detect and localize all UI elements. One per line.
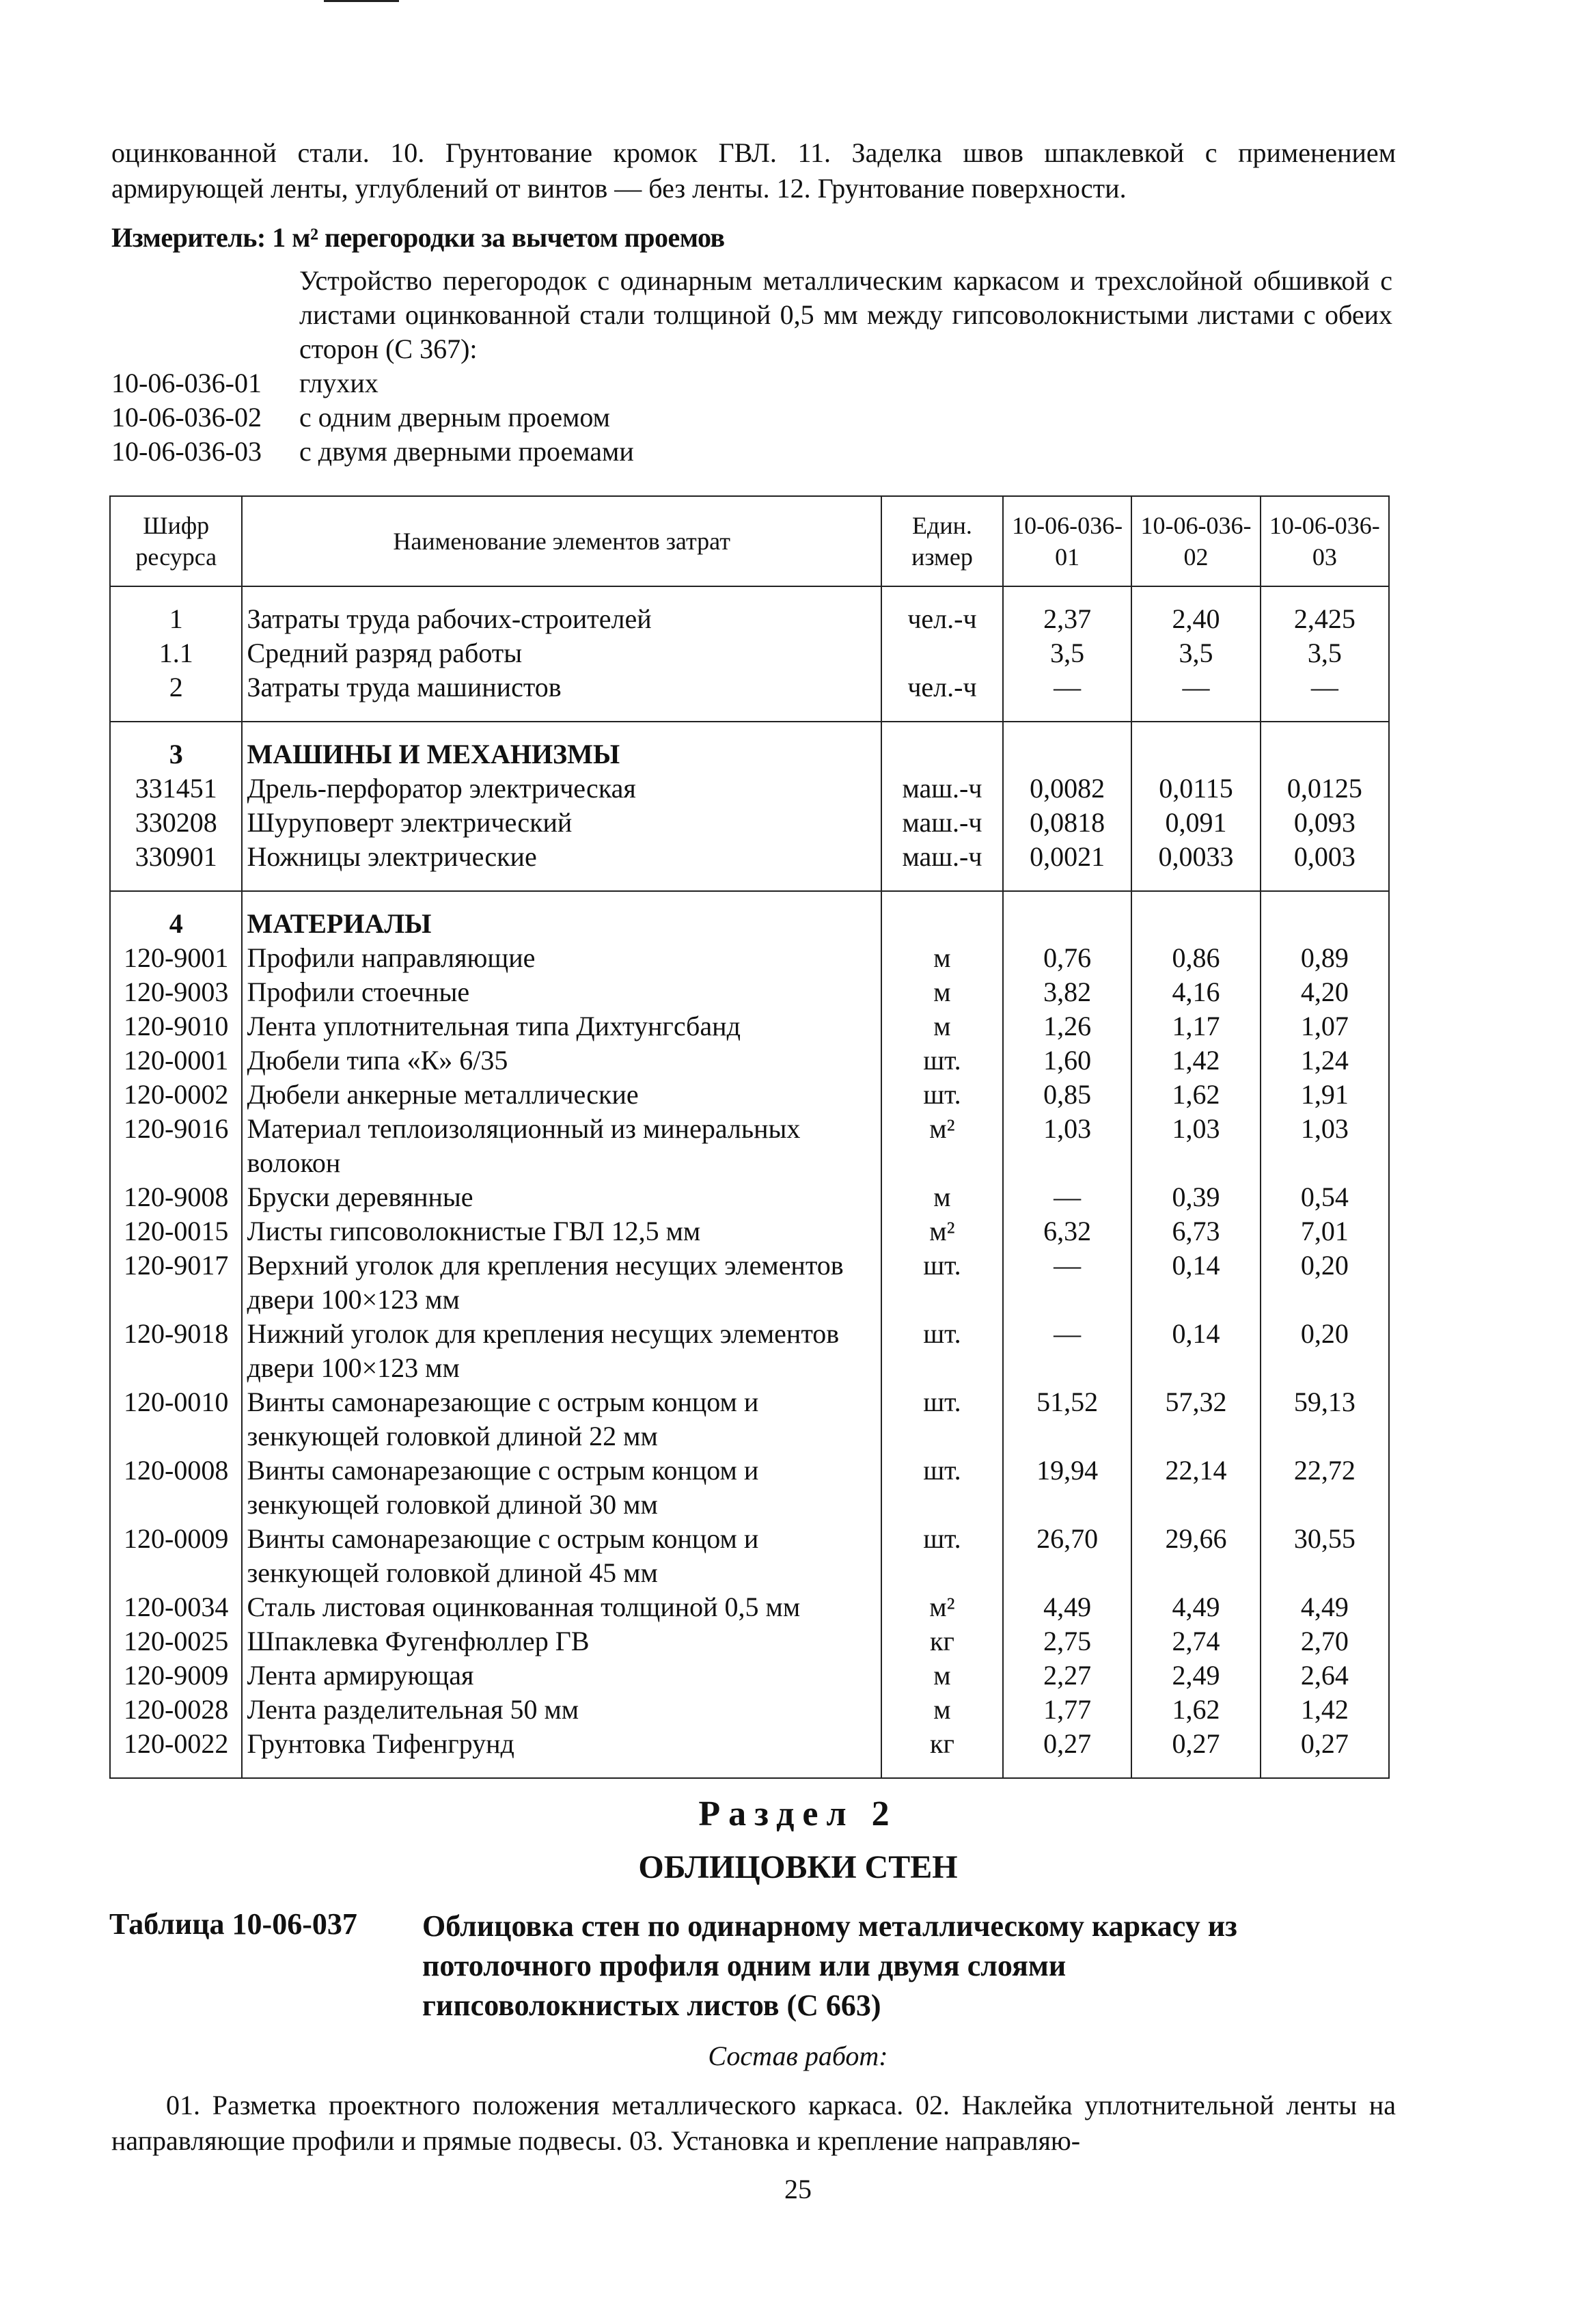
cell-code: 120-9010 xyxy=(110,1009,242,1043)
cell-value-03: 1,07 xyxy=(1261,1009,1389,1043)
cell-value-03: 1,24 xyxy=(1261,1043,1389,1078)
cell-value-02: 29,66 xyxy=(1131,1522,1260,1590)
cell-value-02: 1,03 xyxy=(1131,1112,1260,1180)
cell-value-01: 1,26 xyxy=(1003,1009,1131,1043)
table-row xyxy=(110,941,1389,975)
table-row xyxy=(110,1454,1389,1522)
cell-name: Затраты труда рабочих-строителей xyxy=(242,586,881,636)
cell-unit xyxy=(881,636,1003,670)
cell-value-01: 0,76 xyxy=(1003,941,1131,975)
cell-value-02: 1,42 xyxy=(1131,1043,1260,1078)
cell-value-03: 30,55 xyxy=(1261,1522,1389,1590)
cell-value-02: 1,17 xyxy=(1131,1009,1260,1043)
table-row xyxy=(110,975,1389,1009)
cell-value-01: 1,77 xyxy=(1003,1693,1131,1727)
cell-value-02: 0,0033 xyxy=(1131,840,1260,891)
table-group xyxy=(110,891,1389,1778)
table-group xyxy=(110,586,1389,722)
table-row xyxy=(110,1317,1389,1385)
table-row xyxy=(110,636,1389,670)
table-row xyxy=(110,772,1389,806)
cell-unit: шт. xyxy=(881,1522,1003,1590)
table-row xyxy=(110,1659,1389,1693)
cell-name: Сталь листовая оцинкованная толщиной 0,5 мм xyxy=(242,1590,881,1624)
table-row xyxy=(110,1624,1389,1659)
cell-unit: м² xyxy=(881,1214,1003,1248)
table-row xyxy=(110,670,1389,722)
cell-unit: шт. xyxy=(881,1454,1003,1522)
cell-value-02: 57,32 xyxy=(1131,1385,1260,1454)
cell-name: Профили направляющие xyxy=(242,941,881,975)
cell-value-03: 2,425 xyxy=(1261,586,1389,636)
variant-name: с одним дверным проемом xyxy=(299,402,610,433)
table-number: Таблица 10-06-037 xyxy=(109,1907,357,1941)
cell-code: 330208 xyxy=(110,806,242,840)
cell-value-03: 2,70 xyxy=(1261,1624,1389,1659)
cell-unit: маш.-ч xyxy=(881,840,1003,891)
cell-name: Бруски деревянные xyxy=(242,1180,881,1214)
works-heading: Состав работ: xyxy=(708,2041,888,2071)
table-row xyxy=(110,1385,1389,1454)
variant-name: с двумя дверными проемами xyxy=(299,436,634,467)
table-row xyxy=(110,1693,1389,1727)
header-unit: Един. измер xyxy=(881,496,1003,586)
cell-name: Дрель-перфоратор электрическая xyxy=(242,772,881,806)
cell-code: 120-0001 xyxy=(110,1043,242,1078)
cell-value-02: 3,5 xyxy=(1131,636,1260,670)
cell-value-02: — xyxy=(1131,670,1260,722)
cell-value-03 xyxy=(1261,891,1389,941)
cell-value-03: 0,89 xyxy=(1261,941,1389,975)
cell-code: 1.1 xyxy=(110,636,242,670)
cell-value-03: 0,0125 xyxy=(1261,772,1389,806)
cell-value-03: 7,01 xyxy=(1261,1214,1389,1248)
cell-value-01: 51,52 xyxy=(1003,1385,1131,1454)
table-group xyxy=(110,722,1389,891)
cell-value-01: 1,03 xyxy=(1003,1112,1131,1180)
cell-value-01: 0,0818 xyxy=(1003,806,1131,840)
cell-code: 3 xyxy=(110,722,242,772)
cell-value-01: — xyxy=(1003,670,1131,722)
cell-unit: м xyxy=(881,1693,1003,1727)
cell-value-01: 19,94 xyxy=(1003,1454,1131,1522)
header-v2: 10-06-036-02 xyxy=(1131,496,1260,586)
cell-code: 120-0034 xyxy=(110,1590,242,1624)
cell-code: 120-9008 xyxy=(110,1180,242,1214)
cell-value-01: 3,82 xyxy=(1003,975,1131,1009)
table-row xyxy=(110,840,1389,891)
cell-value-02: 4,16 xyxy=(1131,975,1260,1009)
cell-code: 330901 xyxy=(110,840,242,891)
cell-value-01: 0,0021 xyxy=(1003,840,1131,891)
cell-value-01: 0,0082 xyxy=(1003,772,1131,806)
cell-value-03: 4,20 xyxy=(1261,975,1389,1009)
cell-name: Винты самонарезающие с острым концом и зенкующей головкой длиной 45 мм xyxy=(242,1522,881,1590)
cell-unit: м² xyxy=(881,1112,1003,1180)
variant-code: 10-06-036-02 xyxy=(111,402,262,433)
cell-value-03: 2,64 xyxy=(1261,1659,1389,1693)
cell-value-01: — xyxy=(1003,1317,1131,1385)
cell-unit: шт. xyxy=(881,1078,1003,1112)
cell-value-02: 0,0115 xyxy=(1131,772,1260,806)
cell-code: 120-0008 xyxy=(110,1454,242,1522)
cell-value-03: 59,13 xyxy=(1261,1385,1389,1454)
cell-name: Лента разделительная 50 мм xyxy=(242,1693,881,1727)
cell-value-02: 0,14 xyxy=(1131,1317,1260,1385)
table-row xyxy=(110,1078,1389,1112)
cell-unit: маш.-ч xyxy=(881,772,1003,806)
cell-value-01: 2,37 xyxy=(1003,586,1131,636)
cell-value-01: 1,60 xyxy=(1003,1043,1131,1078)
cell-value-01: — xyxy=(1003,1248,1131,1317)
cell-code: 120-0028 xyxy=(110,1693,242,1727)
cell-unit: шт. xyxy=(881,1385,1003,1454)
variant-row xyxy=(111,435,634,469)
cell-name: МАШИНЫ И МЕХАНИЗМЫ xyxy=(242,722,881,772)
variant-row xyxy=(111,366,379,400)
intro-paragraph: оцинкованной стали. 10. Грунтование кромок ГВЛ. 11. Заделка швов шпаклевкой с применением армирующей ленты, углублений от винтов — без ленты. 12. Грунтование поверхности. xyxy=(111,137,1396,204)
cell-value-03: 0,54 xyxy=(1261,1180,1389,1214)
cell-value-02: 0,14 xyxy=(1131,1248,1260,1317)
variant-description: Устройство перегородок с одинарным металлическим каркасом и трехслойной обшивкой с листами оцинкованной стали толщиной 0,5 мм между гипсоволокнистыми листами с обеих сторон (С 367): xyxy=(299,265,1392,364)
cell-value-01: — xyxy=(1003,1180,1131,1214)
table-title: Облицовка стен по одинарному металлическому каркасу из потолочного профиля одним или двумя слоями гипсоволокнистых листов (С 663) xyxy=(422,1909,1237,2022)
table-row xyxy=(110,1180,1389,1214)
cell-name: Лента уплотнительная типа Дихтунгсбанд xyxy=(242,1009,881,1043)
header-v3: 10-06-036-03 xyxy=(1261,496,1389,586)
cell-name: Средний разряд работы xyxy=(242,636,881,670)
cell-unit xyxy=(881,891,1003,941)
cell-code: 1 xyxy=(110,586,242,636)
cell-value-02: 2,49 xyxy=(1131,1659,1260,1693)
cell-code: 120-9003 xyxy=(110,975,242,1009)
cell-name: Материал теплоизоляционный из минеральных волокон xyxy=(242,1112,881,1180)
resource-table xyxy=(109,495,1390,1779)
cell-value-02: 1,62 xyxy=(1131,1078,1260,1112)
cell-value-03: 0,093 xyxy=(1261,806,1389,840)
cell-value-02: 2,40 xyxy=(1131,586,1260,636)
cell-name: Шпаклевка Фугенфюллер ГВ xyxy=(242,1624,881,1659)
table-row xyxy=(110,586,1389,636)
table-row xyxy=(110,806,1389,840)
cell-unit: чел.-ч xyxy=(881,586,1003,636)
cell-unit: м² xyxy=(881,1590,1003,1624)
header-code: Шифр ресурса xyxy=(110,496,242,586)
section-title: ОБЛИЦОВКИ СТЕН xyxy=(638,1849,958,1885)
table-row xyxy=(110,891,1389,941)
cell-unit xyxy=(881,722,1003,772)
cell-value-03: 3,5 xyxy=(1261,636,1389,670)
table-row xyxy=(110,1214,1389,1248)
cell-unit: м xyxy=(881,1659,1003,1693)
cell-value-01: 6,32 xyxy=(1003,1214,1131,1248)
cell-unit: м xyxy=(881,941,1003,975)
cell-value-02: 2,74 xyxy=(1131,1624,1260,1659)
cell-unit: маш.-ч xyxy=(881,806,1003,840)
cell-unit: м xyxy=(881,1009,1003,1043)
cell-value-03: 22,72 xyxy=(1261,1454,1389,1522)
cell-value-01: 0,27 xyxy=(1003,1727,1131,1778)
cell-name: Винты самонарезающие с острым концом и зенкующей головкой длиной 30 мм xyxy=(242,1454,881,1522)
cell-unit: шт. xyxy=(881,1248,1003,1317)
cell-name: Шуруповерт электрический xyxy=(242,806,881,840)
cell-value-03: 1,42 xyxy=(1261,1693,1389,1727)
cell-code: 331451 xyxy=(110,772,242,806)
cell-value-03: 0,20 xyxy=(1261,1317,1389,1385)
cell-unit: шт. xyxy=(881,1317,1003,1385)
top-rule xyxy=(324,0,399,2)
cell-unit: шт. xyxy=(881,1043,1003,1078)
cell-value-01 xyxy=(1003,722,1131,772)
cell-value-01 xyxy=(1003,891,1131,941)
cell-unit: чел.-ч xyxy=(881,670,1003,722)
cell-value-01: 26,70 xyxy=(1003,1522,1131,1590)
cell-value-01: 2,75 xyxy=(1003,1624,1131,1659)
section-label: Раздел 2 xyxy=(698,1794,898,1833)
cell-value-03 xyxy=(1261,722,1389,772)
table-row xyxy=(110,1590,1389,1624)
cell-name: Дюбели анкерные металлические xyxy=(242,1078,881,1112)
cell-code: 4 xyxy=(110,891,242,941)
cell-value-02: 0,39 xyxy=(1131,1180,1260,1214)
cell-code: 2 xyxy=(110,670,242,722)
cell-name: Нижний уголок для крепления несущих элементов двери 100×123 мм xyxy=(242,1317,881,1385)
cell-value-02: 22,14 xyxy=(1131,1454,1260,1522)
measure-line: Измеритель: 1 м² перегородки за вычетом проемов xyxy=(111,222,725,253)
cell-name: Листы гипсоволокнистые ГВЛ 12,5 мм xyxy=(242,1214,881,1248)
table-row xyxy=(110,1248,1389,1317)
cell-name: МАТЕРИАЛЫ xyxy=(242,891,881,941)
cell-value-03: 4,49 xyxy=(1261,1590,1389,1624)
cell-value-02: 1,62 xyxy=(1131,1693,1260,1727)
page-number: 25 xyxy=(784,2174,812,2205)
cell-value-01: 0,85 xyxy=(1003,1078,1131,1112)
cell-unit: кг xyxy=(881,1624,1003,1659)
variant-code: 10-06-036-03 xyxy=(111,436,262,467)
cell-code: 120-9018 xyxy=(110,1317,242,1385)
table-row xyxy=(110,1043,1389,1078)
cell-code: 120-9001 xyxy=(110,941,242,975)
cell-value-02: 0,091 xyxy=(1131,806,1260,840)
cell-value-03: 0,27 xyxy=(1261,1727,1389,1778)
cell-code: 120-0009 xyxy=(110,1522,242,1590)
cell-code: 120-0010 xyxy=(110,1385,242,1454)
cell-value-03: 1,03 xyxy=(1261,1112,1389,1180)
variant-code: 10-06-036-01 xyxy=(111,368,262,398)
cell-name: Профили стоечные xyxy=(242,975,881,1009)
works-paragraph: 01. Разметка проектного положения металлического каркаса. 02. Наклейка уплотнительной ленты на направляющие профили и прямые подвесы. 03. Установка и крепление направляю- xyxy=(111,2090,1396,2156)
cell-value-02 xyxy=(1131,722,1260,772)
cell-value-03: 0,003 xyxy=(1261,840,1389,891)
cell-value-02 xyxy=(1131,891,1260,941)
cell-value-01: 4,49 xyxy=(1003,1590,1131,1624)
cell-value-03: — xyxy=(1261,670,1389,722)
table-row xyxy=(110,1009,1389,1043)
cell-value-03: 0,20 xyxy=(1261,1248,1389,1317)
cell-name: Ножницы электрические xyxy=(242,840,881,891)
table-row xyxy=(110,1727,1389,1778)
table-row xyxy=(110,722,1389,772)
cell-value-02: 6,73 xyxy=(1131,1214,1260,1248)
cell-unit: м xyxy=(881,975,1003,1009)
cell-name: Затраты труда машинистов xyxy=(242,670,881,722)
variant-row xyxy=(111,400,610,435)
cell-value-02: 4,49 xyxy=(1131,1590,1260,1624)
cell-code: 120-9016 xyxy=(110,1112,242,1180)
cell-name: Верхний уголок для крепления несущих элементов двери 100×123 мм xyxy=(242,1248,881,1317)
cell-name: Грунтовка Тифенгрунд xyxy=(242,1727,881,1778)
cell-value-02: 0,27 xyxy=(1131,1727,1260,1778)
cell-code: 120-9009 xyxy=(110,1659,242,1693)
cell-unit: кг xyxy=(881,1727,1003,1778)
cell-code: 120-9017 xyxy=(110,1248,242,1317)
cell-value-01: 3,5 xyxy=(1003,636,1131,670)
cell-code: 120-0002 xyxy=(110,1078,242,1112)
header-name: Наименование элементов затрат xyxy=(242,496,881,586)
header-v1: 10-06-036-01 xyxy=(1003,496,1131,586)
cell-value-03: 1,91 xyxy=(1261,1078,1389,1112)
variant-name: глухих xyxy=(299,368,379,398)
cell-value-01: 2,27 xyxy=(1003,1659,1131,1693)
cell-name: Лента армирующая xyxy=(242,1659,881,1693)
cell-code: 120-0015 xyxy=(110,1214,242,1248)
table-row xyxy=(110,1522,1389,1590)
table-row xyxy=(110,1112,1389,1180)
cell-name: Дюбели типа «К» 6/35 xyxy=(242,1043,881,1078)
cell-unit: м xyxy=(881,1180,1003,1214)
table-header-row xyxy=(110,496,1389,586)
cell-code: 120-0025 xyxy=(110,1624,242,1659)
cell-value-02: 0,86 xyxy=(1131,941,1260,975)
cell-code: 120-0022 xyxy=(110,1727,242,1778)
cell-name: Винты самонарезающие с острым концом и зенкующей головкой длиной 22 мм xyxy=(242,1385,881,1454)
